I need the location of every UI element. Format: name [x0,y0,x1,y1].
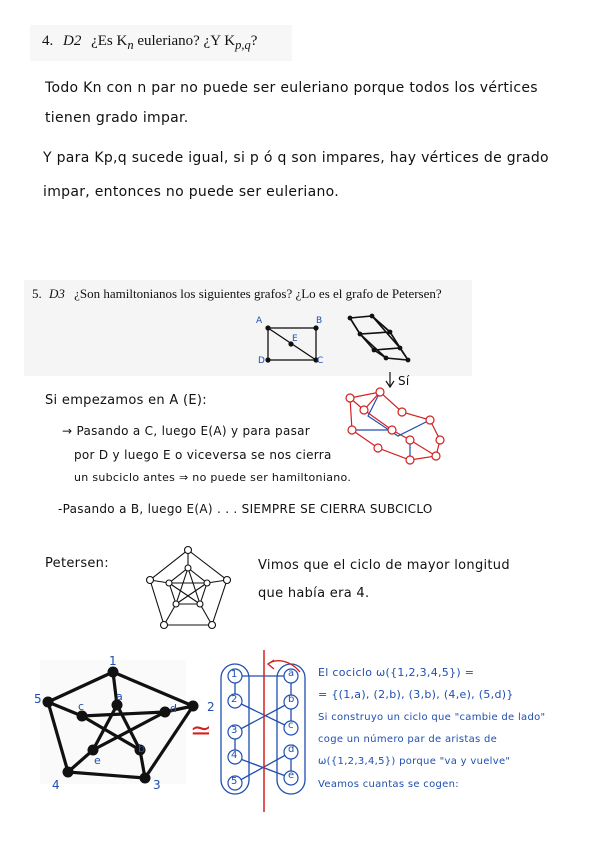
note-line1: Si empezamos en A (E): [45,393,207,408]
bip-left-2: 2 [231,694,238,705]
petersen-label-1: 1 [109,654,117,668]
petersen-label-c: c [78,700,85,713]
petersen-label-3: 3 [153,778,161,792]
approx-symbol: ≃ [190,716,212,746]
petersen-label-d: d [170,702,177,715]
note-line4: un subciclo antes ⇒ no puede ser hamiltoniano. [74,471,352,484]
graph1-label-d: D [258,356,265,366]
exercise5-number: 5. [32,286,42,301]
blue-note-line4: coge un número par de aristas de [318,734,498,745]
blue-note-line6: Veamos cuantas se cogen: [318,779,459,790]
petersen-label-b: b [138,742,145,755]
exercise4-code: D2 [63,33,82,49]
blue-note-line2: = {(1,a), (2,b), (3,b), (4,e), (5,d)} [318,688,514,701]
exercise4-number: 4. [42,33,54,49]
graph1-label-a: A [256,316,263,326]
exercise4-answer-line3: Y para Kp,q sucede igual, si p ó q son impares, hay vértices de grado [43,150,549,166]
petersen-label-2: 2 [207,700,215,714]
graph1-label-c: C [317,356,324,366]
note-line3: por D y luego E o viceversa se nos cierra [74,448,332,462]
note-line5: -Pasando a B, luego E(A) . . . SIEMPRE SE CIERRA SUBCICLO [58,502,433,516]
petersen-comment-line1: Vimos que el ciclo de mayor longitud [258,558,510,573]
graph1-label-b: B [316,316,323,326]
blue-note-line1: El cociclo ω({1,2,3,4,5}) = [318,666,475,679]
exercise5-code: D3 [49,286,65,301]
exercise4-answer-line4: impar, entonces no puede ser euleriano. [43,184,339,200]
exercise4-answer-line1: Todo Kn con n par no puede ser euleriano porque todos los vértices [45,80,538,96]
petersen-label-a: a [116,690,123,703]
blue-note-line5: ω({1,2,3,4,5}) porque "va y vuelve" [318,756,511,767]
petersen-comment-line2: que había era 4. [258,586,370,601]
graph1-label-e: E [292,334,298,344]
petersen-label: Petersen: [45,556,109,571]
petersen-label-4: 4 [52,778,60,792]
blue-note-line3: Si construyo un ciclo que "cambie de lado" [318,712,546,723]
bip-left-3: 3 [231,725,238,736]
si-label: Sí [398,374,410,388]
petersen-label-e: e [94,754,101,767]
petersen-label-5: 5 [34,692,42,706]
exercise5-question: ¿Son hamiltonianos los siguientes grafos? ¿Lo es el grafo de Petersen? [74,286,442,301]
note-line2: → Pasando a C, luego E(A) y para pasar [62,424,311,438]
bip-right-d: d [288,744,295,755]
bip-left-5: 5 [231,776,238,787]
exercise4-question: ¿Es $K_n$ euleriano? ¿Y $K_{p,q}$? [91,33,258,52]
bip-right-c: c [288,720,294,731]
exercise4-answer-line2: tienen grado impar. [45,110,189,126]
bip-left-4: 4 [231,750,238,761]
bip-right-a: a [288,668,295,679]
bip-left-1: 1 [231,669,238,680]
bip-right-e: e [288,770,295,781]
bip-right-b: b [288,694,295,705]
